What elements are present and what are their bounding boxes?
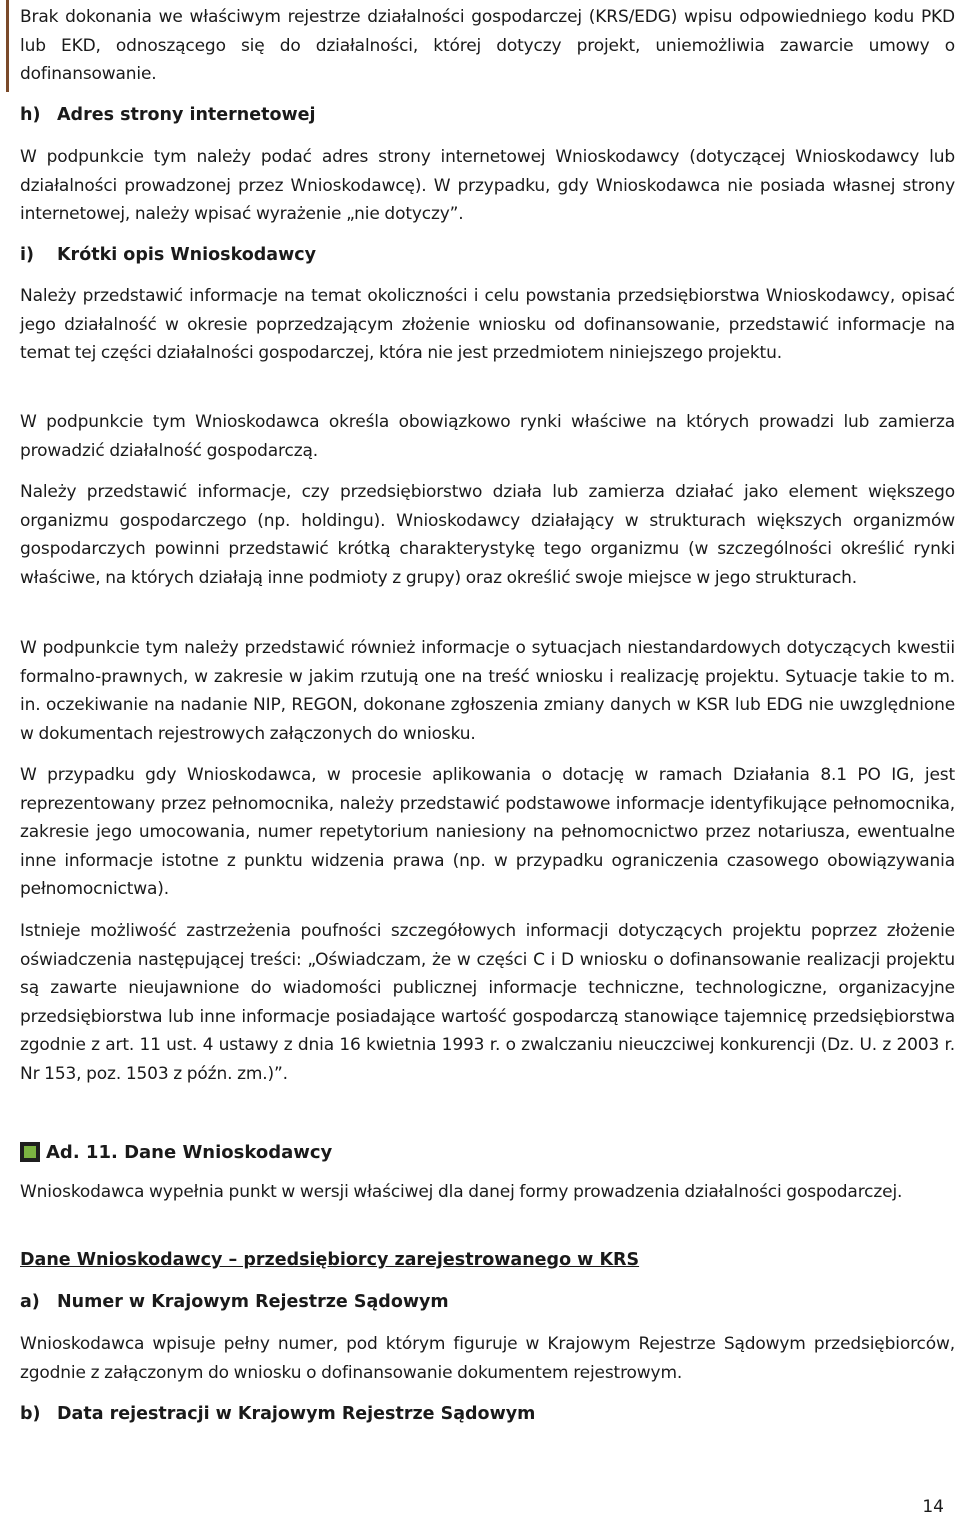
heading-b-label: b) xyxy=(20,1404,41,1424)
heading-h xyxy=(20,103,316,127)
heading-a-label: a) xyxy=(20,1292,40,1312)
green-square-bullet-icon xyxy=(20,1142,40,1162)
heading-i-label: i) xyxy=(20,245,34,265)
page-number: 14 xyxy=(922,1497,944,1517)
left-margin-rule xyxy=(6,0,9,92)
i-paragraph-6: Istnieje możliwość zastrzeżenia poufności szczegółowych informacji dotyczących projektu poprzez złożenie oświadczenia następującej treści: „Oświadczam, że w części C i D wniosku o dofinansowanie realizacji projektu są zawarte nieujawnione do wiadomości publicznej informacje techniczne, technologiczne, organizacyjne przedsiębiorstwa lub inne informacje posiadające wartość gospodarczą stanowiące tajemnicę przedsiębiorstwa zgodnie z art. 11 ust. 4 ustawy z dnia 16 kwietnia 1993 r. o zwalczaniu nieuczciwej konkurencji (Dz. U. z 2003 r. Nr 153, poz. 1503 z późn. zm.)”. xyxy=(20,921,955,1084)
ad11-heading: Ad. 11. Dane Wnioskodawcy xyxy=(46,1142,333,1163)
i-paragraph-5: W przypadku gdy Wnioskodawca, w procesie aplikowania o dotację w ramach Działania 8.1 PO IG, jest reprezentowany przez pełnomocnika, należy przedstawić podstawowe informacje identyfikujące pełnomocnika, zakresie jego umocowania, numer repetytorium naniesiony na pełnomocnictwo przez notariusza, ewentualne inne informacje istotne z punktu widzenia prawa (np. w przypadku ograniczenia czasowego obowiązywania pełnomocnictwa). xyxy=(20,765,955,899)
heading-i-title: Krótki opis Wnioskodawcy xyxy=(57,245,317,265)
heading-b xyxy=(20,1402,535,1426)
i-paragraph-2: W podpunkcie tym Wnioskodawca określa obowiązkowo rynki właściwe na których prowadzi lub zamierza prowadzić działalność gospodarczą. xyxy=(20,412,955,461)
i-paragraph-1: Należy przedstawić informacje na temat okoliczności i celu powstania przedsiębiorstwa Wnioskodawcy, opisać jego działalność w okresie poprzedzającym złożenie wniosku od dofinansowanie, przedstawić informacje na temat tej części działalności gospodarczej, która nie jest przedmiotem niniejszego projektu. xyxy=(20,286,955,363)
i-paragraph-4: W podpunkcie tym należy przedstawić również informacje o sytuacjach niestandardowych dotyczących kwestii formalno-prawnych, w zakresie w jakim rzutują one na treść wniosku i realizację projektu. Sytuacje takie to m. in. oczekiwanie na nadanie NIP, REGON, dokonane zgłoszenia zmiany danych w KSR lub EDG nie uwzględnione w dokumentach rejestrowych załączonych do wniosku. xyxy=(20,638,955,744)
krs-section-heading: Dane Wnioskodawcy – przedsiębiorcy zarejestrowanego w KRS xyxy=(20,1250,640,1270)
heading-i xyxy=(20,243,316,267)
a-paragraph: Wnioskodawca wpisuje pełny numer, pod którym figuruje w Krajowym Rejestrze Sądowym przedsiębiorców, zgodnie z załączonym do wniosku o dofinansowanie dokumentem rejestrowym. xyxy=(20,1334,955,1383)
heading-a-title: Numer w Krajowym Rejestrze Sądowym xyxy=(57,1292,449,1312)
heading-a xyxy=(20,1290,449,1314)
ad11-paragraph: Wnioskodawca wypełnia punkt w wersji właściwej dla danej formy prowadzenia działalności gospodarczej. xyxy=(20,1182,903,1202)
heading-b-title: Data rejestracji w Krajowym Rejestrze Sądowym xyxy=(57,1404,536,1424)
heading-h-label: h) xyxy=(20,105,41,125)
heading-h-title: Adres strony internetowej xyxy=(57,105,316,125)
i-paragraph-3: Należy przedstawić informacje, czy przedsiębiorstwo działa lub zamierza działać jako element większego organizmu gospodarczego (np. holdingu). Wnioskodawcy działający w strukturach większych organizmów gospodarczych powinni przedstawić krótką charakterystykę tego organizmu (w szczególności określić rynki właściwe, na których działają inne podmioty z grupy) oraz określić swoje miejsce w jego strukturach. xyxy=(20,482,955,588)
h-paragraph: W podpunkcie tym należy podać adres strony internetowej Wnioskodawcy (dotyczącej Wnioskodawcy lub działalności prowadzonej przez Wnioskodawcę). W przypadku, gdy Wnioskodawca nie posiada własnej strony internetowej, należy wpisać wyrażenie „nie dotyczy”. xyxy=(20,147,955,224)
intro-paragraph: Brak dokonania we właściwym rejestrze działalności gospodarczej (KRS/EDG) wpisu odpowiedniego kodu PKD lub EKD, odnoszącego się do działalności, której dotyczy projekt, uniemożliwia zawarcie umowy o dofinansowanie. xyxy=(20,7,955,84)
